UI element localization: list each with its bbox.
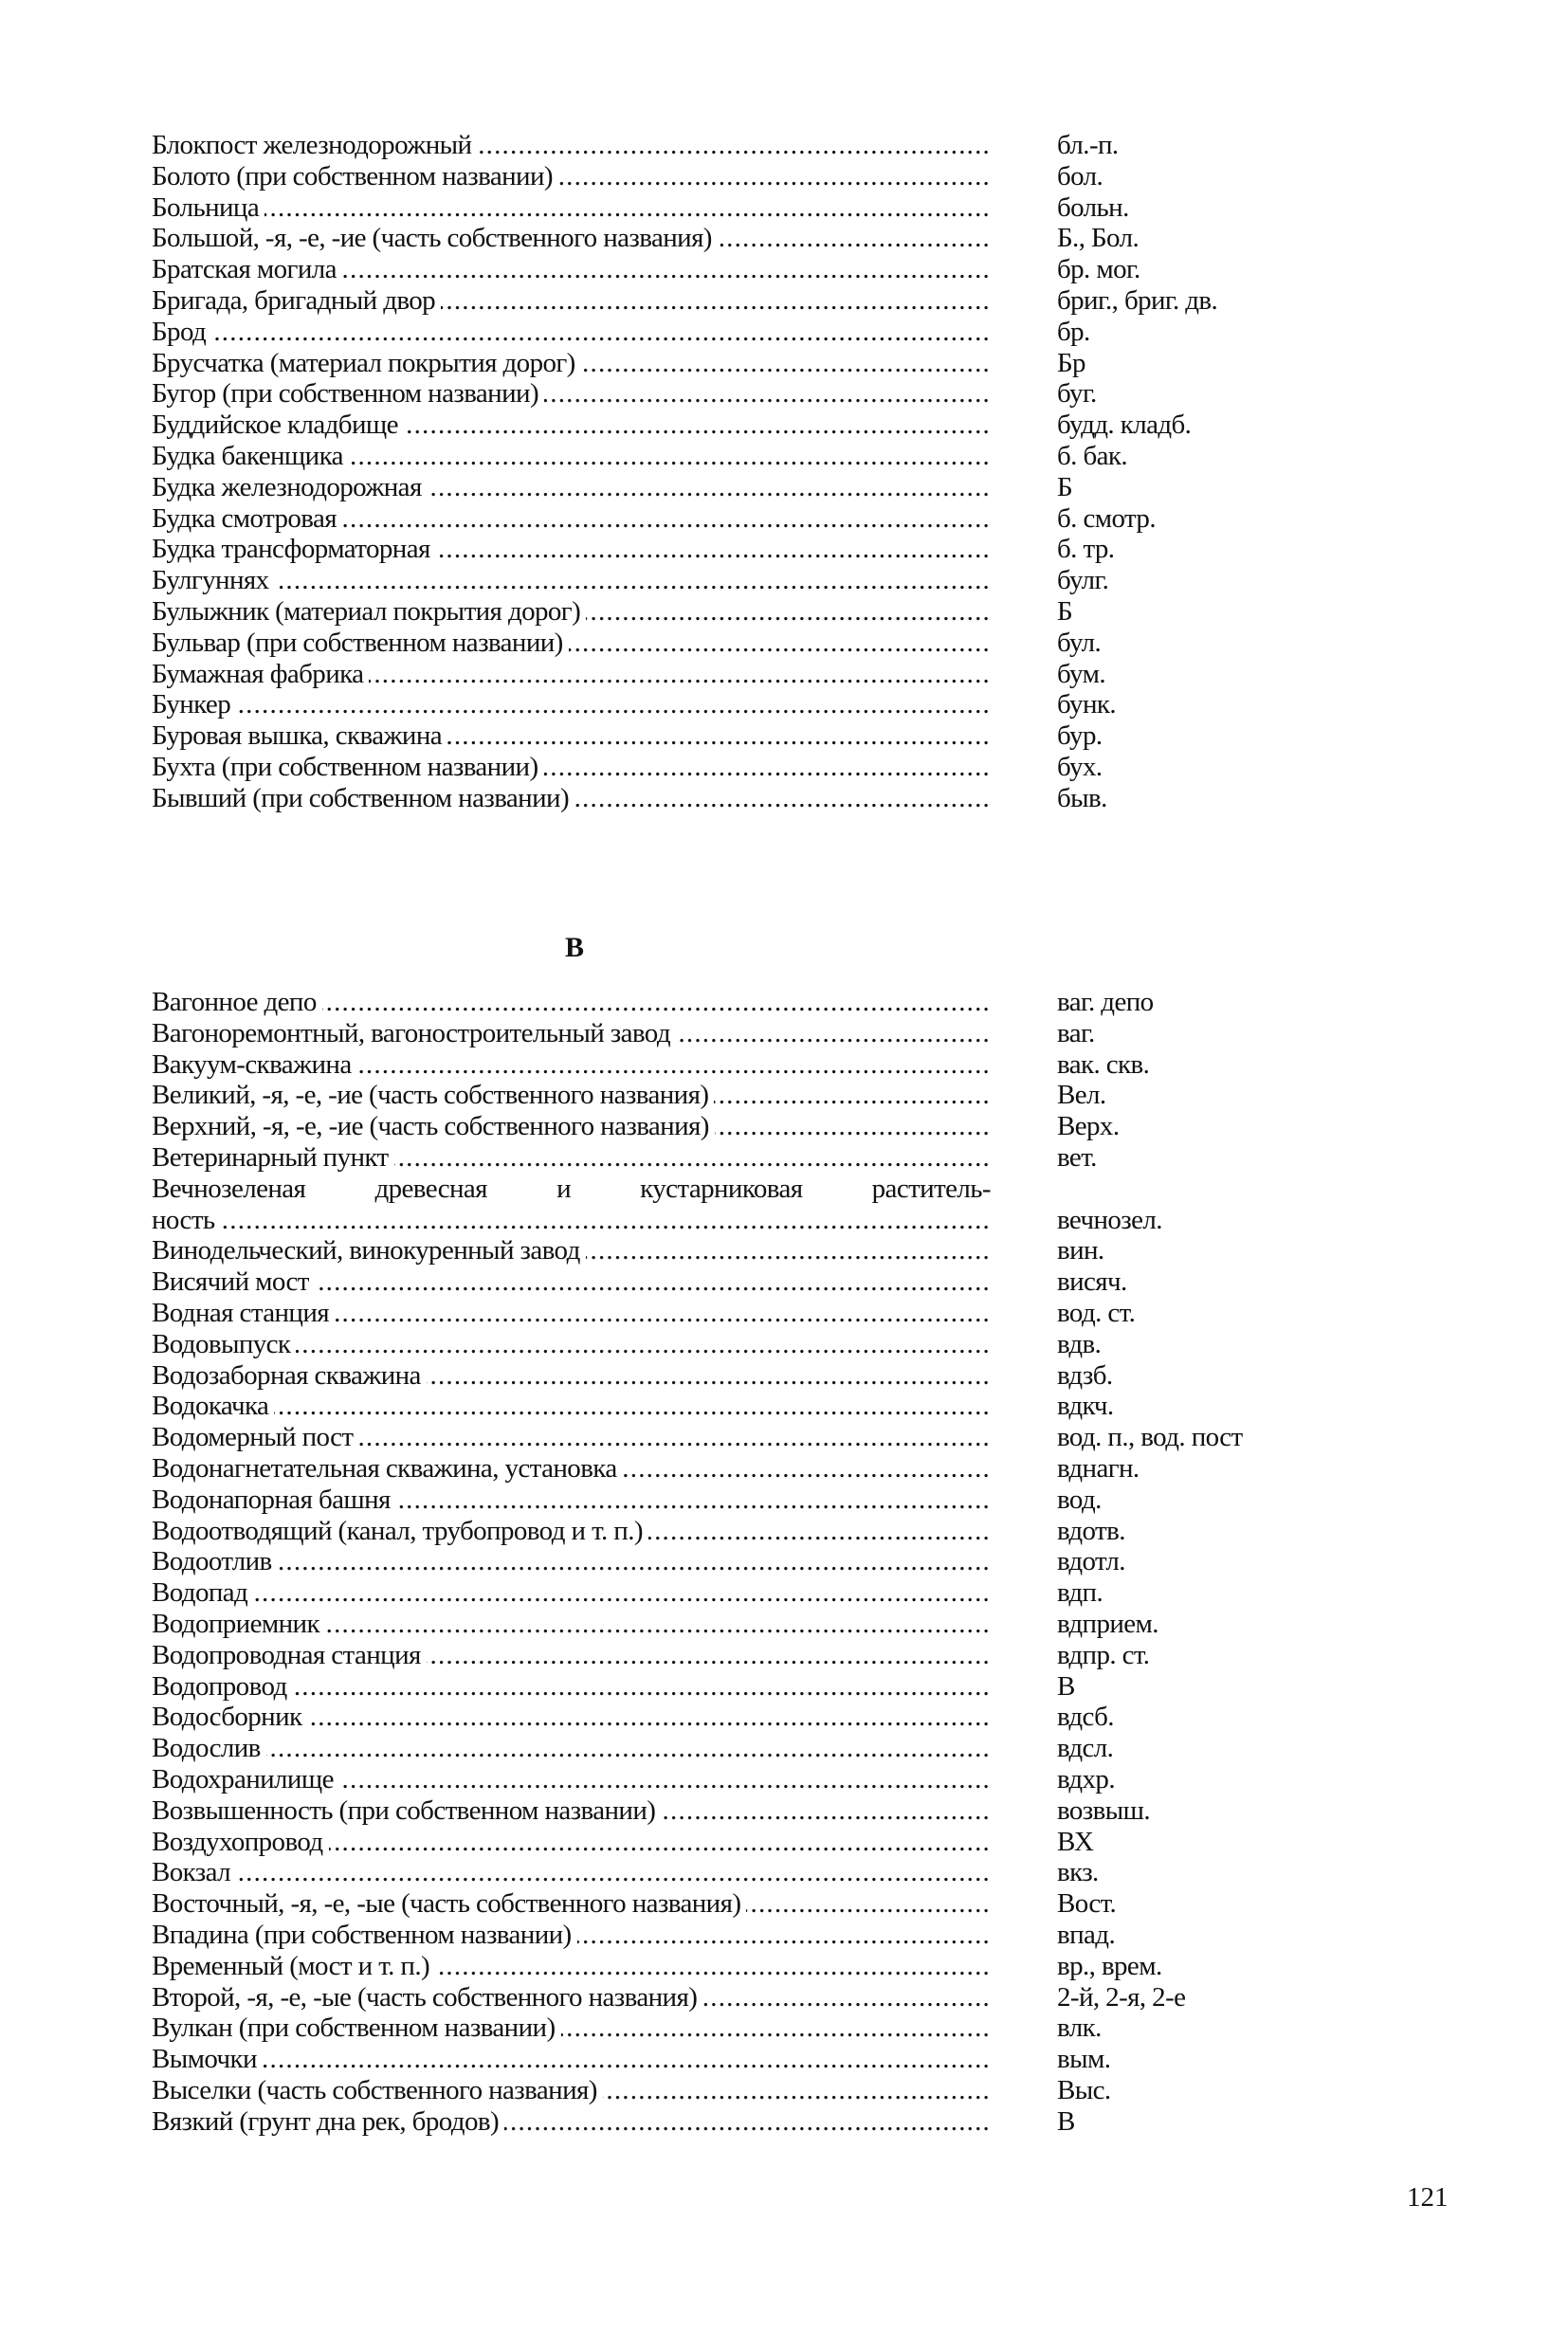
list-item bbox=[152, 1329, 1346, 1360]
dot-leader bbox=[447, 720, 991, 752]
list-item bbox=[152, 1018, 1346, 1049]
dot-leader bbox=[544, 752, 991, 783]
list-item bbox=[152, 1235, 1346, 1266]
dot-leader bbox=[275, 565, 992, 596]
entry-abbreviation: бул. bbox=[1057, 627, 1102, 658]
page-number: 121 bbox=[1407, 2182, 1449, 2213]
list-item bbox=[152, 1546, 1346, 1577]
list-item bbox=[152, 223, 1346, 254]
dot-leader bbox=[581, 348, 991, 379]
dot-leader bbox=[394, 1142, 991, 1174]
entry-abbreviation: Б., Бол. bbox=[1057, 223, 1140, 254]
entry-abbreviation: быв. bbox=[1057, 782, 1107, 813]
dot-leader bbox=[504, 2106, 991, 2138]
dot-leader bbox=[396, 1485, 991, 1516]
entry-abbreviation: вдприем. bbox=[1057, 1608, 1158, 1639]
entry-term: Водонагнетательная скважина, установка bbox=[152, 1452, 617, 1484]
dot-leader bbox=[293, 1671, 991, 1703]
dot-leader bbox=[569, 628, 991, 659]
list-item bbox=[152, 2013, 1346, 2044]
dot-leader bbox=[435, 1951, 991, 1982]
dot-leader bbox=[648, 1516, 991, 1547]
dot-leader bbox=[702, 1982, 991, 2013]
entry-term: Бугор (при собственном названии) bbox=[152, 378, 538, 410]
entry-term: Будка трансформаторная bbox=[152, 534, 430, 565]
section-heading: В bbox=[565, 932, 585, 963]
entry-abbreviation: больн. bbox=[1057, 191, 1129, 223]
dot-leader bbox=[342, 503, 991, 535]
entry-term: Возвышенность (при собственном названии) bbox=[152, 1794, 656, 1826]
entry-abbreviation: буг. bbox=[1057, 378, 1097, 410]
entry-term: Водокачка bbox=[152, 1391, 269, 1422]
dot-leader bbox=[335, 1298, 991, 1329]
dot-leader bbox=[574, 783, 991, 814]
entry-term: Водопровод bbox=[152, 1670, 287, 1702]
entry-term: Большой, -я, -е, -ие (часть собственного названия) bbox=[152, 223, 712, 254]
entry-term: Второй, -я, -е, -ые (часть собственного названия) bbox=[152, 1981, 698, 2013]
dot-leader bbox=[322, 987, 991, 1018]
dot-leader bbox=[428, 472, 991, 503]
list-item bbox=[152, 1827, 1346, 1858]
dot-leader bbox=[558, 161, 991, 192]
list-item bbox=[152, 1205, 1346, 1236]
list-item bbox=[152, 1516, 1346, 1547]
entry-abbreviation: б. тр. bbox=[1057, 534, 1115, 565]
entry-term: Бывший (при собственном названии) bbox=[152, 782, 569, 813]
dot-leader bbox=[357, 1049, 991, 1081]
list-item bbox=[152, 1142, 1346, 1174]
dot-leader bbox=[586, 1235, 991, 1266]
entry-abbreviation: булг. bbox=[1057, 565, 1109, 596]
entry-abbreviation: Бр bbox=[1057, 347, 1085, 378]
entry-abbreviation: впад. bbox=[1057, 1919, 1116, 1950]
dot-leader bbox=[436, 534, 991, 565]
entry-term: Вакуум-скважина bbox=[152, 1048, 352, 1080]
entry-abbreviation: вдотв. bbox=[1057, 1515, 1125, 1546]
entry-term: Брод bbox=[152, 316, 207, 347]
entry-abbreviation: В bbox=[1057, 1670, 1075, 1702]
dot-leader bbox=[253, 1577, 991, 1609]
section-b-list bbox=[152, 130, 1346, 814]
entry-term: Буддийское кладбище bbox=[152, 410, 398, 441]
dot-leader bbox=[349, 441, 991, 472]
dot-leader bbox=[264, 192, 991, 224]
dot-leader bbox=[586, 596, 991, 628]
entry-term: Блокпост железнодорожный bbox=[152, 130, 472, 160]
list-item bbox=[152, 1795, 1346, 1827]
dot-leader bbox=[221, 1205, 991, 1236]
entry-term: Вагонное депо bbox=[152, 987, 317, 1017]
entry-abbreviation: бр. bbox=[1057, 316, 1090, 347]
dot-leader bbox=[544, 378, 991, 410]
dot-leader bbox=[427, 1360, 991, 1392]
list-item bbox=[152, 1174, 1346, 1205]
entry-term: Булыжник (материал покрытия дорог) bbox=[152, 595, 581, 627]
entry-abbreviation: вод. bbox=[1057, 1484, 1102, 1515]
entry-term: Будка бакенщика bbox=[152, 440, 343, 471]
entry-abbreviation: вднагн. bbox=[1057, 1452, 1140, 1484]
entry-term: Вулкан (при собственном названии) bbox=[152, 2013, 556, 2044]
entry-abbreviation: Вост. bbox=[1057, 1888, 1117, 1920]
dot-leader bbox=[274, 1391, 991, 1422]
entry-abbreviation: бур. bbox=[1057, 720, 1103, 752]
dot-leader bbox=[661, 1795, 991, 1827]
list-item bbox=[152, 534, 1346, 565]
dot-leader bbox=[441, 285, 991, 317]
list-item bbox=[152, 1422, 1346, 1453]
entry-term: Водовыпуск bbox=[152, 1328, 291, 1359]
list-item bbox=[152, 472, 1346, 503]
dot-leader bbox=[623, 1453, 991, 1485]
entry-abbreviation: бух. bbox=[1057, 751, 1103, 782]
entry-abbreviation: В bbox=[1057, 2105, 1075, 2137]
dot-leader bbox=[236, 689, 991, 720]
entry-abbreviation: вдпр. ст. bbox=[1057, 1639, 1150, 1670]
entry-abbreviation: б. бак. bbox=[1057, 440, 1128, 471]
list-item bbox=[152, 1577, 1346, 1609]
list-item bbox=[152, 503, 1346, 535]
list-item bbox=[152, 783, 1346, 814]
list-item bbox=[152, 1920, 1346, 1951]
list-item bbox=[152, 596, 1346, 628]
dot-leader bbox=[404, 410, 991, 441]
entry-term: Водоприемник bbox=[152, 1608, 319, 1639]
entry-term: Водослив bbox=[152, 1733, 261, 1764]
list-item bbox=[152, 1857, 1346, 1888]
entry-abbreviation: вдсб. bbox=[1057, 1702, 1114, 1733]
entry-abbreviation: бум. bbox=[1057, 658, 1105, 689]
entry-term: Винодельческий, винокуренный завод bbox=[152, 1235, 580, 1266]
list-item bbox=[152, 689, 1346, 720]
entry-term: Впадина (при собственном названии) bbox=[152, 1919, 572, 1950]
dot-leader bbox=[329, 1827, 991, 1858]
dot-leader bbox=[342, 254, 991, 285]
entry-term: Больница bbox=[152, 191, 260, 223]
list-item bbox=[152, 1049, 1346, 1081]
entry-term: Восточный, -я, -е, -ые (часть собственного названия) bbox=[152, 1888, 741, 1920]
entry-term: Будка смотровая bbox=[152, 502, 337, 534]
dot-leader bbox=[714, 1080, 991, 1111]
entry-abbreviation: вдв. bbox=[1057, 1328, 1102, 1359]
list-item bbox=[152, 1609, 1346, 1640]
list-item bbox=[152, 1671, 1346, 1703]
entry-abbreviation: вод. ст. bbox=[1057, 1297, 1136, 1328]
list-item bbox=[152, 378, 1346, 410]
dot-leader bbox=[263, 2044, 991, 2075]
entry-term: Воздухопровод bbox=[152, 1826, 323, 1857]
entry-abbreviation: вак. скв. bbox=[1057, 1048, 1150, 1080]
entry-term: Бульвар (при собственном названии) bbox=[152, 627, 563, 658]
entry-abbreviation: вдотл. bbox=[1057, 1546, 1125, 1577]
dot-leader bbox=[718, 223, 991, 254]
dot-leader bbox=[266, 1733, 991, 1764]
entry-term: Ветеринарный пункт bbox=[152, 1141, 389, 1173]
entry-abbreviation: 2-й, 2-я, 2-е bbox=[1057, 1981, 1186, 2013]
dot-leader bbox=[561, 2013, 992, 2044]
list-item bbox=[152, 987, 1346, 1018]
entry-abbreviation: ваг. депо bbox=[1057, 987, 1154, 1017]
entry-term: Водопад bbox=[152, 1577, 248, 1609]
section-v-list bbox=[152, 987, 1346, 2137]
dot-leader bbox=[427, 1640, 991, 1671]
dot-leader bbox=[236, 1857, 991, 1888]
entry-term: Великий, -я, -е, -ие (часть собственного названия) bbox=[152, 1080, 709, 1111]
list-item bbox=[152, 628, 1346, 659]
list-item bbox=[152, 192, 1346, 224]
entry-term: Братская могила bbox=[152, 254, 337, 285]
entry-abbreviation: ваг. bbox=[1057, 1017, 1095, 1048]
entry-term: Брусчатка (материал покрытия дорог) bbox=[152, 347, 575, 378]
entry-abbreviation: бол. bbox=[1057, 160, 1103, 191]
dot-leader bbox=[369, 659, 991, 690]
dot-leader bbox=[325, 1609, 991, 1640]
list-item bbox=[152, 1640, 1346, 1671]
list-item bbox=[152, 1764, 1346, 1795]
list-item bbox=[152, 1702, 1346, 1733]
entry-abbreviation: вдп. bbox=[1057, 1577, 1103, 1609]
entry-term: Вымочки bbox=[152, 2044, 257, 2075]
entry-term: Водоотлив bbox=[152, 1546, 272, 1577]
entry-term: Вокзал bbox=[152, 1857, 231, 1888]
list-item bbox=[152, 565, 1346, 596]
list-item bbox=[152, 2106, 1346, 2138]
dot-leader bbox=[339, 1764, 991, 1795]
entry-term: Водонапорная башня bbox=[152, 1484, 391, 1515]
list-item bbox=[152, 441, 1346, 472]
dot-leader bbox=[715, 1111, 991, 1142]
entry-term: Водоотводящий (канал, трубопровод и т. п.) bbox=[152, 1515, 643, 1546]
list-item bbox=[152, 1298, 1346, 1329]
entry-term: Водопроводная станция bbox=[152, 1639, 421, 1670]
list-item bbox=[152, 1360, 1346, 1392]
entry-abbreviation: вин. bbox=[1057, 1235, 1104, 1266]
list-item bbox=[152, 659, 1346, 690]
entry-term: Верхний, -я, -е, -ие (часть собственного названия) bbox=[152, 1111, 709, 1142]
entry-abbreviation: вр., врем. bbox=[1057, 1950, 1162, 1981]
entry-abbreviation: вет. bbox=[1057, 1141, 1097, 1173]
list-item bbox=[152, 1111, 1346, 1142]
list-item bbox=[152, 285, 1346, 317]
entry-abbreviation: бр. мог. bbox=[1057, 254, 1140, 285]
list-item bbox=[152, 1453, 1346, 1485]
entry-abbreviation: Б bbox=[1057, 595, 1073, 627]
entry-abbreviation: бриг., бриг. дв. bbox=[1057, 284, 1218, 316]
list-item bbox=[152, 1266, 1346, 1298]
list-item bbox=[152, 720, 1346, 752]
entry-term: Бумажная фабрика bbox=[152, 658, 364, 689]
entry-abbreviation: влк. bbox=[1057, 2013, 1102, 2044]
entry-abbreviation: бл.-п. bbox=[1057, 130, 1119, 160]
dot-leader bbox=[577, 1920, 991, 1951]
entry-abbreviation: вым. bbox=[1057, 2044, 1111, 2075]
list-item bbox=[152, 161, 1346, 192]
entry-term: Водная станция bbox=[152, 1297, 330, 1328]
list-item bbox=[152, 752, 1346, 783]
entry-term: Вязкий (грунт дна рек, бродов) bbox=[152, 2105, 500, 2137]
entry-term: Водохранилище bbox=[152, 1763, 334, 1794]
dot-leader bbox=[211, 317, 991, 348]
entry-abbreviation: вкз. bbox=[1057, 1857, 1099, 1888]
list-item bbox=[152, 1888, 1346, 1920]
entry-abbreviation: Выс. bbox=[1057, 2074, 1111, 2105]
dot-leader bbox=[315, 1266, 991, 1298]
entry-abbreviation: возвыш. bbox=[1057, 1794, 1151, 1826]
entry-term: Булгуннях bbox=[152, 565, 269, 596]
list-item bbox=[152, 1982, 1346, 2013]
entry-term: Водомерный пост bbox=[152, 1422, 354, 1453]
entry-term: Буровая вышка, скважина bbox=[152, 720, 443, 752]
dot-leader bbox=[278, 1546, 991, 1577]
entry-abbreviation: висяч. bbox=[1057, 1266, 1127, 1298]
entry-term: Вечнозеленая древесная и кустарниковая раститель- bbox=[152, 1173, 991, 1204]
dot-leader bbox=[676, 1018, 991, 1049]
list-item bbox=[152, 1391, 1346, 1422]
dot-leader bbox=[477, 130, 991, 161]
entry-abbreviation: вдсл. bbox=[1057, 1733, 1114, 1764]
dot-leader bbox=[296, 1329, 991, 1360]
dot-leader bbox=[308, 1702, 992, 1733]
entry-abbreviation: Б bbox=[1057, 471, 1073, 502]
entry-abbreviation: вдкч. bbox=[1057, 1391, 1114, 1422]
entry-abbreviation: вечнозел. bbox=[1057, 1204, 1162, 1235]
dot-leader bbox=[746, 1888, 991, 1920]
entry-term: Временный (мост и т. п.) bbox=[152, 1950, 430, 1981]
entry-term: Выселки (часть собственного названия) bbox=[152, 2074, 597, 2105]
entry-abbreviation: Верх. bbox=[1057, 1111, 1120, 1142]
entry-term: Висячий мост bbox=[152, 1266, 309, 1298]
list-item bbox=[152, 130, 1346, 161]
list-item bbox=[152, 1080, 1346, 1111]
entry-abbreviation: будд. кладб. bbox=[1057, 410, 1192, 441]
entry-term: ность bbox=[152, 1204, 215, 1235]
entry-term: Бухта (при собственном названии) bbox=[152, 751, 538, 782]
entry-term: Вагоноремонтный, вагоностроительный завод bbox=[152, 1017, 671, 1048]
entry-abbreviation: Вел. bbox=[1057, 1080, 1106, 1111]
entry-abbreviation: бунк. bbox=[1057, 689, 1117, 720]
list-item bbox=[152, 1485, 1346, 1516]
entry-abbreviation: вдзб. bbox=[1057, 1359, 1113, 1391]
entry-abbreviation: вдхр. bbox=[1057, 1763, 1115, 1794]
entry-term: Бригада, бригадный двор bbox=[152, 284, 436, 316]
list-item bbox=[152, 2044, 1346, 2075]
dot-leader bbox=[603, 2075, 991, 2106]
list-item bbox=[152, 317, 1346, 348]
entry-term: Водосборник bbox=[152, 1702, 302, 1733]
entry-term: Бункер bbox=[152, 689, 231, 720]
entry-term: Водозаборная скважина bbox=[152, 1359, 421, 1391]
list-item bbox=[152, 1951, 1346, 1982]
list-item bbox=[152, 254, 1346, 285]
list-item bbox=[152, 410, 1346, 441]
entry-abbreviation: вод. п., вод. пост bbox=[1057, 1422, 1243, 1453]
list-item bbox=[152, 2075, 1346, 2106]
list-item bbox=[152, 348, 1346, 379]
dot-leader bbox=[359, 1422, 992, 1453]
entry-term: Болото (при собственном названии) bbox=[152, 160, 553, 191]
entry-abbreviation: б. смотр. bbox=[1057, 502, 1156, 534]
entry-abbreviation: ВХ bbox=[1057, 1826, 1094, 1857]
entry-term: Будка железнодорожная bbox=[152, 471, 422, 502]
list-item bbox=[152, 1733, 1346, 1764]
